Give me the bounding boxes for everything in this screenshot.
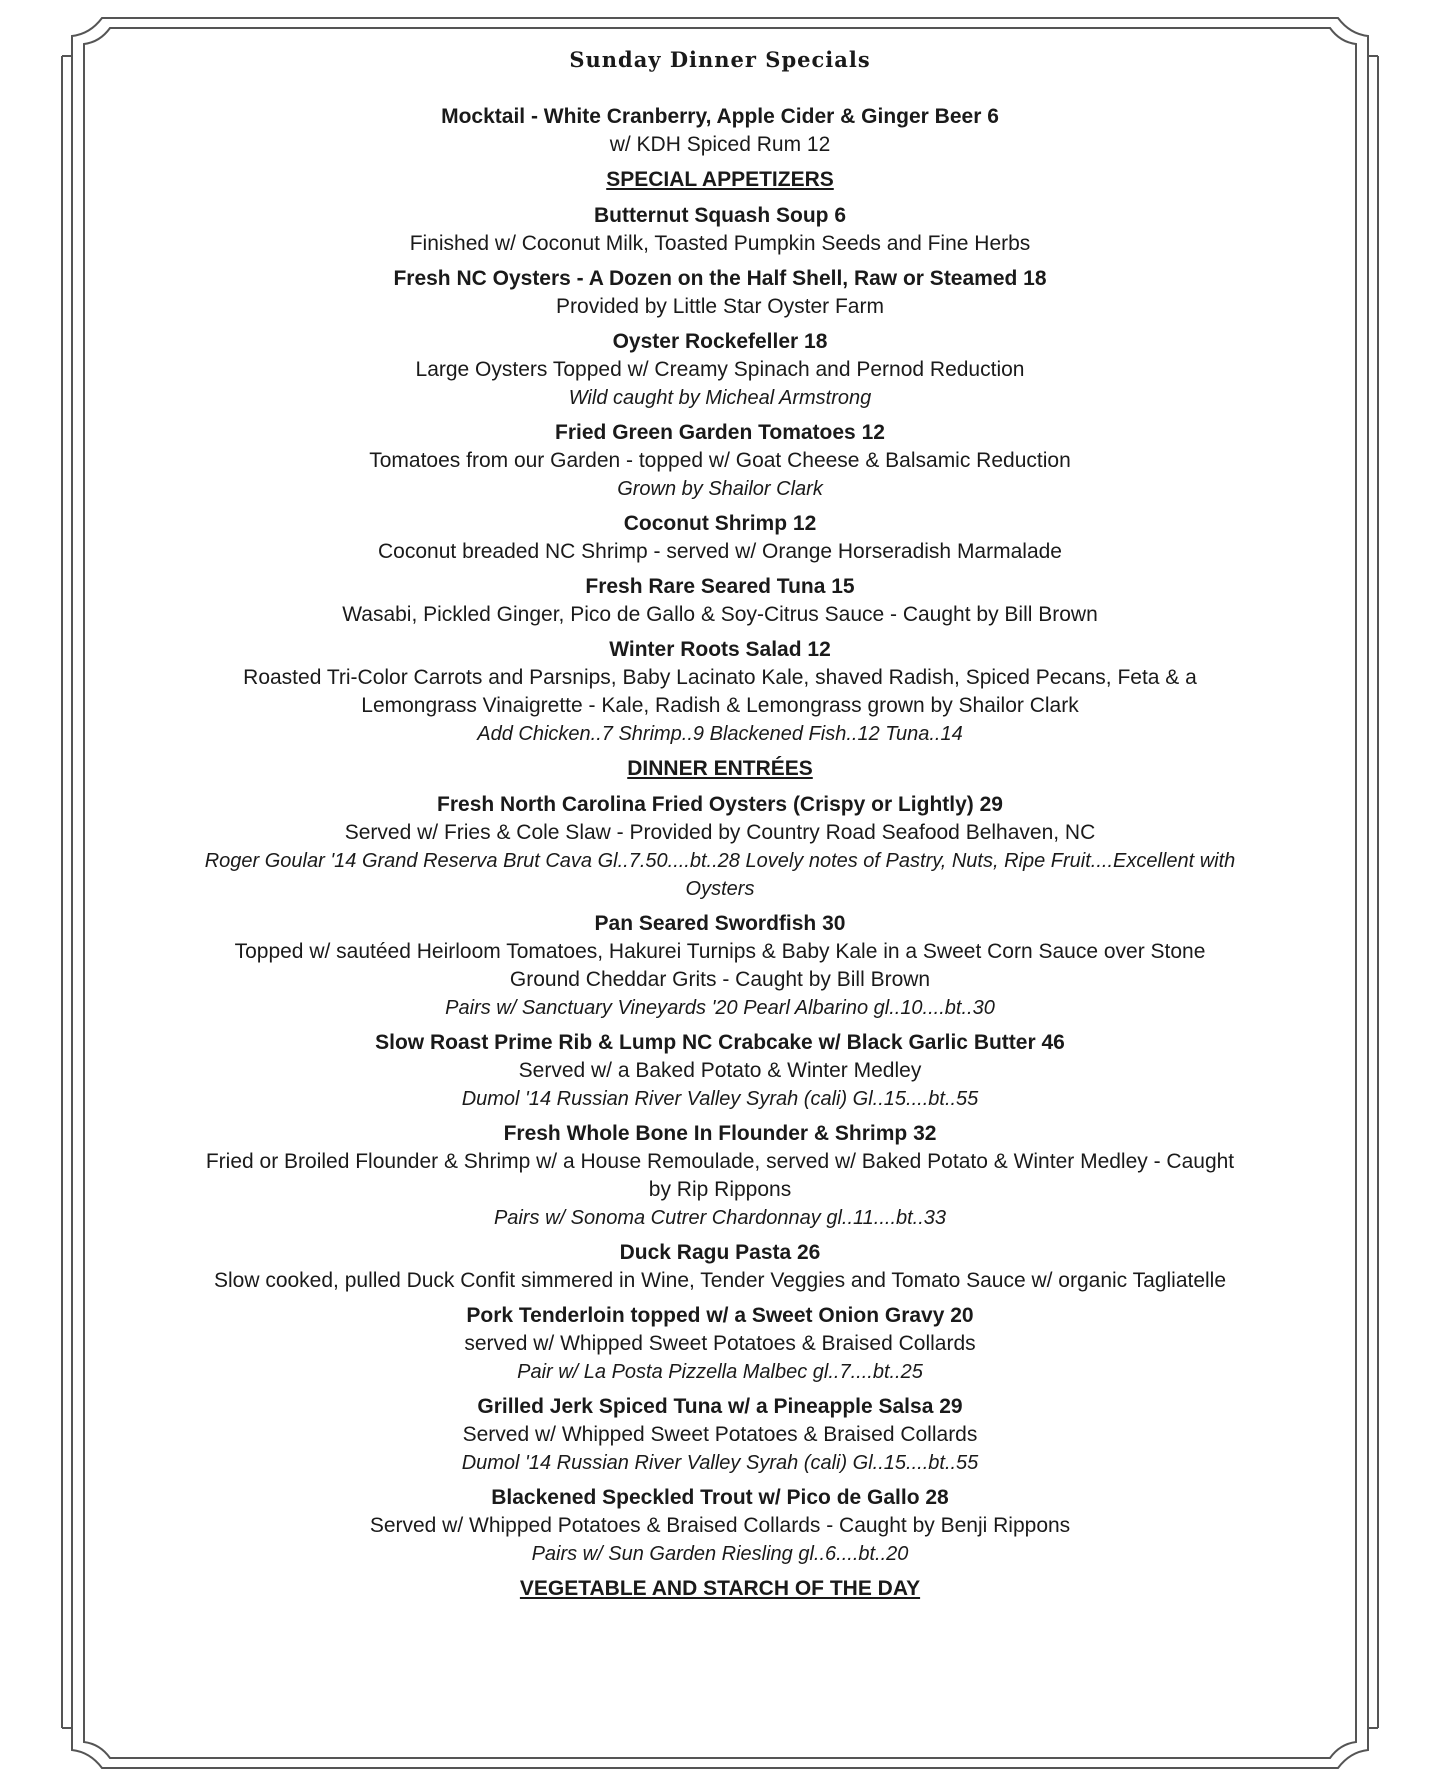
item-name: Butternut Squash Soup 6: [594, 204, 846, 227]
item-note: Grown by Shailor Clark: [617, 478, 823, 500]
item-note: Oysters: [685, 878, 755, 900]
menu: [150, 42, 1290, 1611]
appetizers-list: [150, 202, 1290, 748]
item-description: Large Oysters Topped w/ Creamy Spinach and Pernod Reduction: [415, 358, 1025, 381]
section-heading-appetizers: SPECIAL APPETIZERS: [606, 168, 834, 191]
item-description: Ground Cheddar Grits - Caught by Bill Brown: [509, 968, 931, 991]
item-description: by Rip Rippons: [648, 1178, 792, 1201]
mocktail-item: [150, 103, 1290, 159]
menu-item: [150, 1120, 1290, 1232]
item-description: w/ KDH Spiced Rum 12: [609, 133, 831, 156]
item-name: Duck Ragu Pasta 26: [619, 1241, 821, 1264]
item-description: Served w/ a Baked Potato & Winter Medley: [518, 1059, 922, 1082]
section-heading-vegetable-starch: VEGETABLE AND STARCH OF THE DAY: [519, 1577, 921, 1600]
menu-item: [150, 1029, 1290, 1113]
item-name: Fresh NC Oysters - A Dozen on the Half Shell, Raw or Steamed 18: [393, 267, 1047, 290]
item-name: Mocktail - White Cranberry, Apple Cider & Ginger Beer 6: [441, 105, 999, 128]
menu-item: [150, 910, 1290, 1022]
item-note: Dumol '14 Russian River Valley Syrah (cali) Gl..15....bt..55: [461, 1088, 979, 1110]
menu-item: [150, 1239, 1290, 1295]
item-name: Winter Roots Salad 12: [609, 638, 831, 661]
menu-title: Sunday Dinner Specials: [569, 47, 871, 72]
item-description: Served w/ Whipped Sweet Potatoes & Braised Collards: [462, 1423, 978, 1446]
item-note: Add Chicken..7 Shrimp..9 Blackened Fish..12 Tuna..14: [477, 723, 963, 745]
item-description: Lemongrass Vinaigrette - Kale, Radish & Lemongrass grown by Shailor Clark: [361, 694, 1079, 717]
item-note: Pairs w/ Sun Garden Riesling gl..6....bt..20: [531, 1543, 909, 1565]
menu-item: [150, 510, 1290, 566]
section-heading-entrees: DINNER ENTRÉES: [627, 757, 813, 780]
menu-item: [150, 328, 1290, 412]
item-description: Finished w/ Coconut Milk, Toasted Pumpkin Seeds and Fine Herbs: [409, 232, 1031, 255]
menu-item: [150, 265, 1290, 321]
item-description: Wasabi, Pickled Ginger, Pico de Gallo & Soy-Citrus Sauce - Caught by Bill Brown: [342, 603, 1098, 626]
item-description: Served w/ Whipped Potatoes & Braised Collards - Caught by Benji Rippons: [369, 1514, 1071, 1537]
item-name: Fried Green Garden Tomatoes 12: [555, 421, 885, 444]
item-name: Pan Seared Swordfish 30: [594, 912, 846, 935]
item-name: Fresh North Carolina Fried Oysters (Crispy or Lightly) 29: [437, 793, 1003, 816]
item-name: Blackened Speckled Trout w/ Pico de Gallo 28: [491, 1486, 949, 1509]
item-name: Oyster Rockefeller 18: [612, 330, 828, 353]
item-description: Slow cooked, pulled Duck Confit simmered in Wine, Tender Veggies and Tomato Sauce w/ organic Tagliatelle: [213, 1269, 1227, 1292]
item-note: Dumol '14 Russian River Valley Syrah (cali) Gl..15....bt..55: [461, 1452, 979, 1474]
item-description: Provided by Little Star Oyster Farm: [556, 295, 884, 318]
menu-item: [150, 202, 1290, 258]
item-note: Pairs w/ Sonoma Cutrer Chardonnay gl..11....bt..33: [493, 1207, 947, 1229]
menu-item: [150, 419, 1290, 503]
item-name: Fresh Rare Seared Tuna 15: [585, 575, 855, 598]
item-description: Served w/ Fries & Cole Slaw - Provided by Country Road Seafood Belhaven, NC: [344, 821, 1096, 844]
menu-item: [150, 573, 1290, 629]
menu-item: [150, 1302, 1290, 1386]
item-name: Fresh Whole Bone In Flounder & Shrimp 32: [503, 1122, 937, 1145]
item-description: Roasted Tri-Color Carrots and Parsnips, Baby Lacinato Kale, shaved Radish, Spiced Pecans, Feta & a: [243, 666, 1197, 689]
item-description: Coconut breaded NC Shrimp - served w/ Orange Horseradish Marmalade: [378, 540, 1062, 563]
menu-item: [150, 791, 1290, 903]
entrees-list: [150, 791, 1290, 1568]
item-note: Pairs w/ Sanctuary Vineyards '20 Pearl Albarino gl..10....bt..30: [445, 997, 995, 1019]
item-note: Pair w/ La Posta Pizzella Malbec gl..7....bt..25: [517, 1361, 923, 1383]
item-name: Coconut Shrimp 12: [623, 512, 817, 535]
menu-item: [150, 636, 1290, 748]
item-description: Fried or Broiled Flounder & Shrimp w/ a House Remoulade, served w/ Baked Potato & Winter Medley - Caught: [205, 1150, 1235, 1173]
item-name: Grilled Jerk Spiced Tuna w/ a Pineapple Salsa 29: [477, 1395, 963, 1418]
item-description: Topped w/ sautéed Heirloom Tomatoes, Hakurei Turnips & Baby Kale in a Sweet Corn Sauce over Stone: [234, 940, 1206, 963]
item-note: Roger Goular '14 Grand Reserva Brut Cava Gl..7.50....bt..28 Lovely notes of Pastry, Nuts, Ripe Fruit....Excellent with: [204, 850, 1236, 872]
menu-item: [150, 1393, 1290, 1477]
item-name: Pork Tenderloin topped w/ a Sweet Onion Gravy 20: [466, 1304, 974, 1327]
menu-item: [150, 1484, 1290, 1568]
item-description: Tomatoes from our Garden - topped w/ Goat Cheese & Balsamic Reduction: [369, 449, 1071, 472]
item-note: Wild caught by Micheal Armstrong: [568, 387, 872, 409]
item-name: Slow Roast Prime Rib & Lump NC Crabcake w/ Black Garlic Butter 46: [375, 1031, 1065, 1054]
item-description: served w/ Whipped Sweet Potatoes & Braised Collards: [464, 1332, 976, 1355]
